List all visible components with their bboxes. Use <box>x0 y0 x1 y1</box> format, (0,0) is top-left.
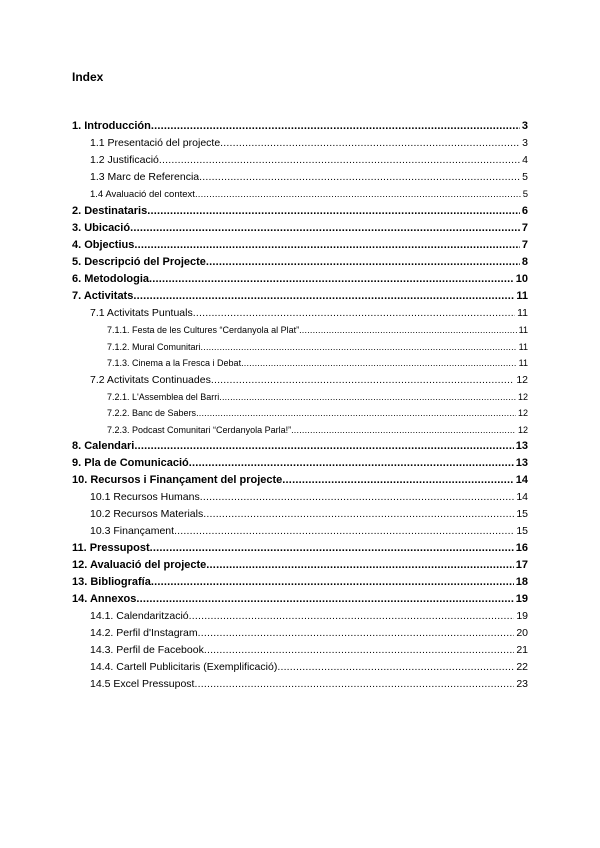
toc-dot-leader <box>282 472 513 489</box>
toc-entry-label: 4. Objectius <box>72 239 135 251</box>
toc-entry-page-number: 17 <box>515 559 528 571</box>
toc-entry[interactable] <box>72 186 528 203</box>
toc-entry[interactable] <box>72 288 528 305</box>
toc-entry-page-number: 15 <box>516 508 528 520</box>
toc-entry[interactable] <box>72 455 528 472</box>
toc-entry-label: 10.1 Recursos Humans <box>90 491 200 503</box>
toc-entry-label: 2. Destinataris <box>72 205 148 217</box>
toc-entry[interactable] <box>72 237 528 254</box>
toc-entry-label: 12. Avaluació del projecte <box>72 559 207 571</box>
toc-entry-label: 10.2 Recursos Materials <box>90 508 204 520</box>
toc-entry[interactable] <box>72 472 528 489</box>
toc-entry-label: 14.2. Perfil d'Instagram <box>90 627 198 639</box>
toc-entry[interactable] <box>72 659 528 676</box>
toc-entry-label: 1.3 Marc de Referencia <box>90 171 200 183</box>
toc-entry[interactable] <box>72 135 528 152</box>
toc-entry-label: 14.5 Excel Pressupost <box>90 678 195 690</box>
toc-dot-leader <box>206 557 513 574</box>
toc-entry[interactable] <box>72 254 528 271</box>
toc-entry[interactable] <box>72 389 528 406</box>
toc-entry-page-number: 22 <box>516 661 528 673</box>
toc-dot-leader <box>136 591 513 608</box>
toc-entry-label: 1.2 Justificació <box>90 154 159 166</box>
toc-entry-label: 7.2 Activitats Continuades <box>90 373 211 386</box>
toc-entry-label: 7.2.1. L'Assemblea del Barri <box>107 391 220 402</box>
toc-entry-label: 10. Recursos i Finançament del projecte <box>72 474 283 486</box>
toc-dot-leader <box>196 405 516 422</box>
toc-entry[interactable] <box>72 405 528 422</box>
toc-dot-leader <box>204 642 514 659</box>
toc-entry-label: 10.3 Finançament <box>90 525 175 537</box>
toc-entry-page-number: 10 <box>515 273 528 285</box>
toc-entry[interactable] <box>72 506 528 523</box>
toc-dot-leader <box>291 422 516 439</box>
toc-entry[interactable] <box>72 489 528 506</box>
toc-entry-label: 1.1 Presentació del projecte <box>90 137 221 149</box>
toc-dot-leader <box>151 118 520 135</box>
toc-entry-page-number: 7 <box>521 222 528 234</box>
toc-entry-label: 5. Descripció del Projecte <box>72 256 206 268</box>
toc-dot-leader <box>133 288 514 305</box>
toc-dot-leader <box>206 254 520 271</box>
toc-entry-page-number: 12 <box>517 408 528 418</box>
toc-dot-leader <box>200 489 515 506</box>
toc-entry[interactable] <box>72 557 528 574</box>
toc-dot-leader <box>211 372 514 389</box>
toc-entry-label: 7.1.1. Festa de les Cultures “Cerdanyola al Plat” <box>107 325 300 335</box>
toc-entry-label: 7.1.3. Cinema a la Fresca i Debat <box>107 358 242 368</box>
toc-dot-leader <box>201 339 517 356</box>
toc-entry[interactable] <box>72 305 528 322</box>
toc-dot-leader <box>147 203 520 220</box>
toc-entry-page-number: 19 <box>516 610 528 622</box>
toc-entry-label: 7.2.3. Podcast Comunitari “Cerdanyola Parla!” <box>107 424 292 435</box>
toc-entry-page-number: 12 <box>516 373 528 386</box>
toc-dot-leader <box>134 237 520 254</box>
toc-entry-label: 3. Ubicació <box>72 222 131 234</box>
toc-entry-label: 6. Metodologia <box>72 273 149 285</box>
toc-entry[interactable] <box>72 322 528 339</box>
toc-entry-page-number: 16 <box>515 542 528 554</box>
toc-entry-page-number: 19 <box>515 593 528 605</box>
toc-dot-leader <box>199 169 520 186</box>
toc-entry-page-number: 11 <box>518 341 528 352</box>
toc-dot-leader <box>159 152 520 169</box>
toc-entry-label: 1.4 Avaluació del context <box>90 189 195 200</box>
toc-dot-leader <box>195 186 521 203</box>
toc-entry-page-number: 5 <box>522 171 528 183</box>
toc-entry[interactable] <box>72 676 528 693</box>
toc-entry-page-number: 4 <box>522 154 528 166</box>
toc-entry[interactable] <box>72 271 528 288</box>
index-title: Index <box>72 70 104 84</box>
toc-entry-page-number: 15 <box>516 525 528 537</box>
toc-dot-leader <box>130 220 520 237</box>
toc-entry-page-number: 18 <box>515 576 528 588</box>
toc-entry-page-number: 12 <box>517 424 528 435</box>
toc-dot-leader <box>299 322 517 339</box>
toc-entry-page-number: 6 <box>521 205 528 217</box>
toc-entry-page-number: 12 <box>517 391 528 402</box>
toc-entry[interactable] <box>72 625 528 642</box>
toc-dot-leader <box>149 271 514 288</box>
toc-entry[interactable] <box>72 339 528 356</box>
toc-entry-label: 14.1. Calendarització <box>90 610 189 622</box>
toc-entry[interactable] <box>72 169 528 186</box>
table-of-contents <box>72 118 528 693</box>
toc-entry-label: 8. Calendari <box>72 440 135 452</box>
toc-entry-page-number: 20 <box>516 627 528 639</box>
toc-entry-page-number: 3 <box>522 137 528 149</box>
toc-entry[interactable] <box>72 523 528 540</box>
toc-dot-leader <box>193 305 515 322</box>
toc-entry-label: 1. Introducción <box>72 120 151 132</box>
toc-dot-leader <box>220 135 520 152</box>
toc-entry-page-number: 5 <box>522 189 528 200</box>
toc-entry[interactable] <box>72 203 528 220</box>
toc-entry-label: 14. Annexos <box>72 593 137 605</box>
toc-entry[interactable] <box>72 574 528 591</box>
toc-entry-page-number: 14 <box>515 474 528 486</box>
toc-dot-leader <box>203 506 514 523</box>
toc-entry[interactable] <box>72 220 528 237</box>
toc-dot-leader <box>134 438 513 455</box>
toc-entry[interactable] <box>72 152 528 169</box>
toc-dot-leader <box>277 659 514 676</box>
toc-entry-page-number: 23 <box>516 678 528 690</box>
toc-entry-page-number: 13 <box>515 457 528 469</box>
toc-entry-label: 14.4. Cartell Publicitaris (Exemplificació) <box>90 661 278 673</box>
toc-dot-leader <box>189 608 515 625</box>
toc-entry[interactable] <box>72 540 528 557</box>
toc-entry[interactable] <box>72 118 528 135</box>
toc-entry-label: 7.2.2. Banc de Sabers <box>107 408 197 418</box>
toc-entry-page-number: 8 <box>521 256 528 268</box>
toc-dot-leader <box>150 540 514 557</box>
toc-entry-page-number: 14 <box>516 491 528 503</box>
toc-dot-leader <box>219 389 516 406</box>
toc-entry-page-number: 11 <box>516 290 528 302</box>
toc-entry[interactable] <box>72 422 528 439</box>
toc-entry-label: 11. Pressupost <box>72 542 150 554</box>
toc-entry[interactable] <box>72 591 528 608</box>
toc-entry-page-number: 11 <box>518 325 528 335</box>
toc-entry-label: 9. Pla de Comunicació <box>72 457 189 469</box>
toc-entry-label: 13. Bibliografía <box>72 576 151 588</box>
toc-dot-leader <box>198 625 515 642</box>
toc-dot-leader <box>151 574 514 591</box>
toc-entry-page-number: 11 <box>518 358 528 368</box>
toc-entry-label: 7.1.2. Mural Comunitari <box>107 341 201 352</box>
toc-entry[interactable] <box>72 372 528 389</box>
toc-entry-label: 7.1 Activitats Puntuals <box>90 307 193 319</box>
toc-dot-leader <box>194 676 514 693</box>
toc-entry[interactable] <box>72 608 528 625</box>
toc-entry-page-number: 7 <box>521 239 528 251</box>
toc-dot-leader <box>241 355 517 372</box>
toc-entry-page-number: 11 <box>517 307 528 319</box>
toc-entry[interactable] <box>72 355 528 372</box>
toc-entry-page-number: 3 <box>521 120 528 132</box>
toc-entry[interactable] <box>72 438 528 455</box>
toc-entry-page-number: 21 <box>516 644 528 656</box>
toc-entry[interactable] <box>72 642 528 659</box>
toc-entry-label: 14.3. Perfil de Facebook <box>90 644 204 656</box>
toc-entry-label: 7. Activitats <box>72 290 134 302</box>
toc-dot-leader <box>189 455 514 472</box>
toc-entry-page-number: 13 <box>515 440 528 452</box>
toc-dot-leader <box>174 523 514 540</box>
